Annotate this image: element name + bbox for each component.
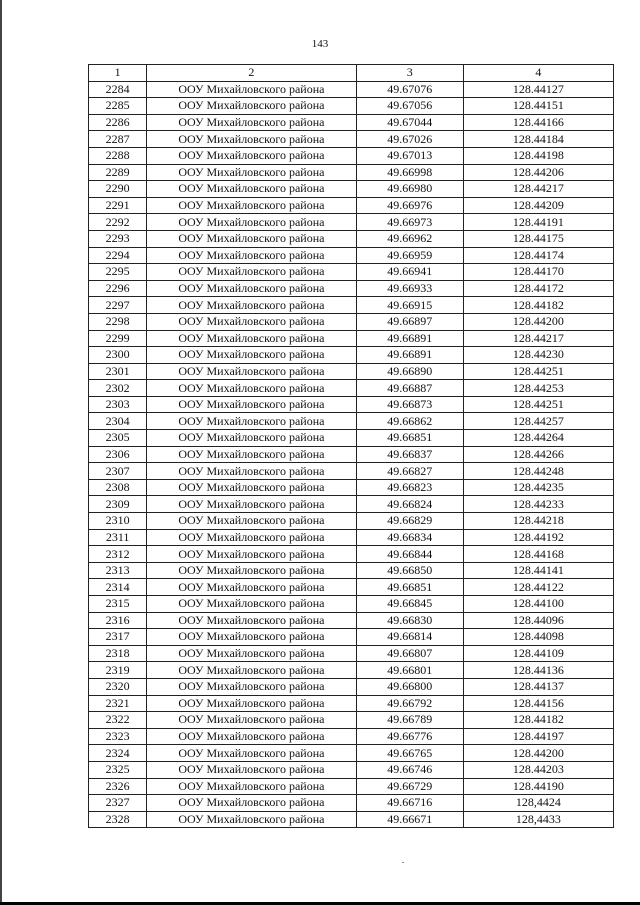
cell-organization: ООУ Михайловского района xyxy=(147,496,356,513)
cell-latitude: 49.66887 xyxy=(356,380,463,397)
cell-longitude: 128.44098 xyxy=(463,629,613,646)
cell-latitude: 49.66807 xyxy=(356,645,463,662)
cell-latitude: 49.66897 xyxy=(356,313,463,330)
cell-latitude: 49.66671 xyxy=(356,811,463,828)
cell-organization: ООУ Михайловского района xyxy=(147,695,356,712)
cell-latitude: 49.66976 xyxy=(356,197,463,214)
cell-longitude: 128.44253 xyxy=(463,380,613,397)
cell-row-number: 2309 xyxy=(89,496,147,513)
cell-longitude: 128.44127 xyxy=(463,81,613,98)
cell-organization: ООУ Михайловского района xyxy=(147,181,356,198)
cell-latitude: 49.66941 xyxy=(356,264,463,281)
cell-row-number: 2324 xyxy=(89,745,147,762)
cell-row-number: 2288 xyxy=(89,147,147,164)
cell-longitude: 128.44182 xyxy=(463,712,613,729)
cell-latitude: 49.66873 xyxy=(356,396,463,413)
cell-latitude: 49.66891 xyxy=(356,347,463,364)
table-row xyxy=(89,181,614,198)
cell-row-number: 2294 xyxy=(89,247,147,264)
table-row xyxy=(89,446,614,463)
cell-row-number: 2320 xyxy=(89,678,147,695)
table-row xyxy=(89,546,614,563)
table-row xyxy=(89,380,614,397)
cell-longitude: 128.44264 xyxy=(463,430,613,447)
cell-organization: ООУ Михайловского района xyxy=(147,164,356,181)
cell-organization: ООУ Михайловского района xyxy=(147,629,356,646)
cell-row-number: 2317 xyxy=(89,629,147,646)
cell-latitude: 49.66845 xyxy=(356,596,463,613)
column-header-1: 1 xyxy=(89,65,147,82)
cell-latitude: 49.66827 xyxy=(356,463,463,480)
column-header-2: 2 xyxy=(147,65,356,82)
cell-longitude: 128.44197 xyxy=(463,728,613,745)
cell-row-number: 2304 xyxy=(89,413,147,430)
cell-organization: ООУ Михайловского района xyxy=(147,446,356,463)
cell-organization: ООУ Михайловского района xyxy=(147,546,356,563)
cell-organization: ООУ Михайловского района xyxy=(147,214,356,231)
table-row xyxy=(89,745,614,762)
cell-organization: ООУ Михайловского района xyxy=(147,778,356,795)
scan-speck xyxy=(402,862,404,863)
cell-organization: ООУ Михайловского района xyxy=(147,347,356,364)
table-row xyxy=(89,728,614,745)
table-row xyxy=(89,81,614,98)
cell-organization: ООУ Михайловского района xyxy=(147,712,356,729)
cell-latitude: 49.66980 xyxy=(356,181,463,198)
cell-latitude: 49.67026 xyxy=(356,131,463,148)
cell-longitude: 128.44156 xyxy=(463,695,613,712)
cell-longitude: 128.44217 xyxy=(463,181,613,198)
cell-longitude: 128.44198 xyxy=(463,147,613,164)
cell-row-number: 2316 xyxy=(89,612,147,629)
cell-organization: ООУ Михайловского района xyxy=(147,795,356,812)
table-row xyxy=(89,562,614,579)
cell-latitude: 49.66915 xyxy=(356,297,463,314)
cell-latitude: 49.67056 xyxy=(356,98,463,115)
cell-row-number: 2296 xyxy=(89,280,147,297)
cell-latitude: 49.66801 xyxy=(356,662,463,679)
table-row xyxy=(89,463,614,480)
cell-latitude: 49.66746 xyxy=(356,761,463,778)
cell-row-number: 2312 xyxy=(89,546,147,563)
table-header-row xyxy=(89,65,614,82)
cell-latitude: 49.66998 xyxy=(356,164,463,181)
cell-longitude: 128.44109 xyxy=(463,645,613,662)
cell-row-number: 2303 xyxy=(89,396,147,413)
table-row xyxy=(89,297,614,314)
cell-organization: ООУ Михайловского района xyxy=(147,513,356,530)
column-header-3: 3 xyxy=(356,65,463,82)
cell-latitude: 49.66862 xyxy=(356,413,463,430)
table-row xyxy=(89,579,614,596)
cell-latitude: 49.66823 xyxy=(356,479,463,496)
cell-longitude: 128.44175 xyxy=(463,230,613,247)
cell-longitude: 128.44137 xyxy=(463,678,613,695)
cell-longitude: 128.44206 xyxy=(463,164,613,181)
table-row xyxy=(89,712,614,729)
cell-longitude: 128,4424 xyxy=(463,795,613,812)
table-row xyxy=(89,695,614,712)
cell-row-number: 2318 xyxy=(89,645,147,662)
table-row xyxy=(89,131,614,148)
cell-latitude: 49.66834 xyxy=(356,529,463,546)
cell-longitude: 128.44184 xyxy=(463,131,613,148)
cell-organization: ООУ Михайловского района xyxy=(147,81,356,98)
cell-row-number: 2315 xyxy=(89,596,147,613)
cell-row-number: 2289 xyxy=(89,164,147,181)
table-row xyxy=(89,496,614,513)
cell-row-number: 2314 xyxy=(89,579,147,596)
cell-longitude: 128.44200 xyxy=(463,313,613,330)
table-row xyxy=(89,629,614,646)
cell-latitude: 49.66891 xyxy=(356,330,463,347)
cell-organization: ООУ Михайловского района xyxy=(147,380,356,397)
table-row xyxy=(89,214,614,231)
cell-row-number: 2319 xyxy=(89,662,147,679)
cell-organization: ООУ Михайловского района xyxy=(147,230,356,247)
cell-latitude: 49.66776 xyxy=(356,728,463,745)
cell-organization: ООУ Михайловского района xyxy=(147,114,356,131)
cell-longitude: 128.44151 xyxy=(463,98,613,115)
cell-longitude: 128.44251 xyxy=(463,396,613,413)
table-row xyxy=(89,330,614,347)
cell-row-number: 2291 xyxy=(89,197,147,214)
cell-latitude: 49.66844 xyxy=(356,546,463,563)
cell-row-number: 2325 xyxy=(89,761,147,778)
table-row xyxy=(89,98,614,115)
cell-latitude: 49.66850 xyxy=(356,562,463,579)
cell-longitude: 128.44191 xyxy=(463,214,613,231)
cell-organization: ООУ Михайловского района xyxy=(147,197,356,214)
cell-organization: ООУ Михайловского района xyxy=(147,761,356,778)
cell-organization: ООУ Михайловского района xyxy=(147,247,356,264)
table-row xyxy=(89,529,614,546)
table-row xyxy=(89,413,614,430)
cell-latitude: 49.66890 xyxy=(356,363,463,380)
cell-latitude: 49.66814 xyxy=(356,629,463,646)
cell-longitude: 128.44251 xyxy=(463,363,613,380)
cell-longitude: 128.44168 xyxy=(463,546,613,563)
cell-longitude: 128.44182 xyxy=(463,297,613,314)
cell-longitude: 128.44248 xyxy=(463,463,613,480)
cell-row-number: 2287 xyxy=(89,131,147,148)
cell-organization: ООУ Михайловского района xyxy=(147,645,356,662)
cell-latitude: 49.66765 xyxy=(356,745,463,762)
table-row xyxy=(89,280,614,297)
cell-row-number: 2327 xyxy=(89,795,147,812)
cell-latitude: 49.66973 xyxy=(356,214,463,231)
cell-organization: ООУ Михайловского района xyxy=(147,596,356,613)
cell-longitude: 128.44122 xyxy=(463,579,613,596)
cell-longitude: 128.44172 xyxy=(463,280,613,297)
cell-longitude: 128.44141 xyxy=(463,562,613,579)
cell-row-number: 2308 xyxy=(89,479,147,496)
table-row xyxy=(89,396,614,413)
column-header-4: 4 xyxy=(463,65,613,82)
cell-row-number: 2328 xyxy=(89,811,147,828)
table-row xyxy=(89,114,614,131)
cell-organization: ООУ Михайловского района xyxy=(147,264,356,281)
cell-row-number: 2313 xyxy=(89,562,147,579)
cell-row-number: 2290 xyxy=(89,181,147,198)
table-row xyxy=(89,662,614,679)
cell-row-number: 2322 xyxy=(89,712,147,729)
cell-organization: ООУ Михайловского района xyxy=(147,678,356,695)
cell-longitude: 128.44166 xyxy=(463,114,613,131)
table-row xyxy=(89,164,614,181)
cell-organization: ООУ Михайловского района xyxy=(147,413,356,430)
cell-latitude: 49.66837 xyxy=(356,446,463,463)
table-row xyxy=(89,197,614,214)
table-row xyxy=(89,430,614,447)
cell-row-number: 2293 xyxy=(89,230,147,247)
cell-longitude: 128.44170 xyxy=(463,264,613,281)
cell-organization: ООУ Михайловского района xyxy=(147,330,356,347)
cell-row-number: 2292 xyxy=(89,214,147,231)
cell-longitude: 128.44100 xyxy=(463,596,613,613)
table-row xyxy=(89,247,614,264)
cell-latitude: 49.66851 xyxy=(356,430,463,447)
cell-row-number: 2323 xyxy=(89,728,147,745)
cell-latitude: 49.66851 xyxy=(356,579,463,596)
cell-longitude: 128.44233 xyxy=(463,496,613,513)
cell-latitude: 49.66959 xyxy=(356,247,463,264)
cell-latitude: 49.66829 xyxy=(356,513,463,530)
cell-row-number: 2302 xyxy=(89,380,147,397)
cell-latitude: 49.67013 xyxy=(356,147,463,164)
cell-latitude: 49.67076 xyxy=(356,81,463,98)
table-row xyxy=(89,761,614,778)
cell-row-number: 2305 xyxy=(89,430,147,447)
table-row xyxy=(89,778,614,795)
cell-organization: ООУ Михайловского района xyxy=(147,313,356,330)
table-row xyxy=(89,596,614,613)
cell-organization: ООУ Михайловского района xyxy=(147,529,356,546)
table-row xyxy=(89,513,614,530)
cell-row-number: 2300 xyxy=(89,347,147,364)
cell-latitude: 49.66830 xyxy=(356,612,463,629)
cell-longitude: 128.44096 xyxy=(463,612,613,629)
cell-organization: ООУ Михайловского района xyxy=(147,396,356,413)
table-row xyxy=(89,363,614,380)
table-row xyxy=(89,612,614,629)
cell-latitude: 49.66729 xyxy=(356,778,463,795)
cell-organization: ООУ Михайловского района xyxy=(147,430,356,447)
cell-longitude: 128.44200 xyxy=(463,745,613,762)
cell-organization: ООУ Михайловского района xyxy=(147,479,356,496)
cell-organization: ООУ Михайловского района xyxy=(147,463,356,480)
cell-longitude: 128.44209 xyxy=(463,197,613,214)
cell-latitude: 49.66800 xyxy=(356,678,463,695)
cell-organization: ООУ Михайловского района xyxy=(147,131,356,148)
table-row xyxy=(89,645,614,662)
table-row xyxy=(89,147,614,164)
table-row xyxy=(89,811,614,828)
cell-organization: ООУ Михайловского района xyxy=(147,612,356,629)
table-row xyxy=(89,230,614,247)
cell-row-number: 2284 xyxy=(89,81,147,98)
cell-longitude: 128.44136 xyxy=(463,662,613,679)
cell-organization: ООУ Михайловского района xyxy=(147,745,356,762)
cell-latitude: 49.66933 xyxy=(356,280,463,297)
cell-row-number: 2299 xyxy=(89,330,147,347)
table-row xyxy=(89,313,614,330)
cell-row-number: 2295 xyxy=(89,264,147,281)
cell-organization: ООУ Михайловского района xyxy=(147,562,356,579)
cell-longitude: 128.44203 xyxy=(463,761,613,778)
cell-longitude: 128.44266 xyxy=(463,446,613,463)
cell-longitude: 128.44190 xyxy=(463,778,613,795)
cell-row-number: 2301 xyxy=(89,363,147,380)
cell-row-number: 2298 xyxy=(89,313,147,330)
cell-organization: ООУ Михайловского района xyxy=(147,579,356,596)
cell-row-number: 2285 xyxy=(89,98,147,115)
cell-longitude: 128.44230 xyxy=(463,347,613,364)
cell-row-number: 2311 xyxy=(89,529,147,546)
cell-latitude: 49.66824 xyxy=(356,496,463,513)
page-number: 143 xyxy=(311,38,329,50)
cell-row-number: 2326 xyxy=(89,778,147,795)
cell-latitude: 49.66789 xyxy=(356,712,463,729)
scan-left-edge xyxy=(0,0,2,905)
cell-longitude: 128.44235 xyxy=(463,479,613,496)
cell-latitude: 49.66716 xyxy=(356,795,463,812)
table-row xyxy=(89,264,614,281)
cell-longitude: 128.44217 xyxy=(463,330,613,347)
table-row xyxy=(89,479,614,496)
cell-organization: ООУ Михайловского района xyxy=(147,280,356,297)
coordinates-table xyxy=(88,64,614,828)
cell-row-number: 2306 xyxy=(89,446,147,463)
cell-longitude: 128.44192 xyxy=(463,529,613,546)
table-row xyxy=(89,795,614,812)
cell-organization: ООУ Михайловского района xyxy=(147,98,356,115)
cell-row-number: 2310 xyxy=(89,513,147,530)
cell-row-number: 2321 xyxy=(89,695,147,712)
cell-longitude: 128.44257 xyxy=(463,413,613,430)
cell-latitude: 49.66792 xyxy=(356,695,463,712)
cell-longitude: 128.44218 xyxy=(463,513,613,530)
cell-organization: ООУ Михайловского района xyxy=(147,662,356,679)
table-row xyxy=(89,678,614,695)
cell-longitude: 128,4433 xyxy=(463,811,613,828)
cell-latitude: 49.66962 xyxy=(356,230,463,247)
cell-row-number: 2307 xyxy=(89,463,147,480)
cell-organization: ООУ Михайловского района xyxy=(147,363,356,380)
cell-latitude: 49.67044 xyxy=(356,114,463,131)
cell-organization: ООУ Михайловского района xyxy=(147,297,356,314)
table-body xyxy=(89,81,614,828)
table-row xyxy=(89,347,614,364)
cell-longitude: 128.44174 xyxy=(463,247,613,264)
cell-row-number: 2297 xyxy=(89,297,147,314)
cell-organization: ООУ Михайловского района xyxy=(147,811,356,828)
cell-row-number: 2286 xyxy=(89,114,147,131)
cell-organization: ООУ Михайловского района xyxy=(147,147,356,164)
cell-organization: ООУ Михайловского района xyxy=(147,728,356,745)
